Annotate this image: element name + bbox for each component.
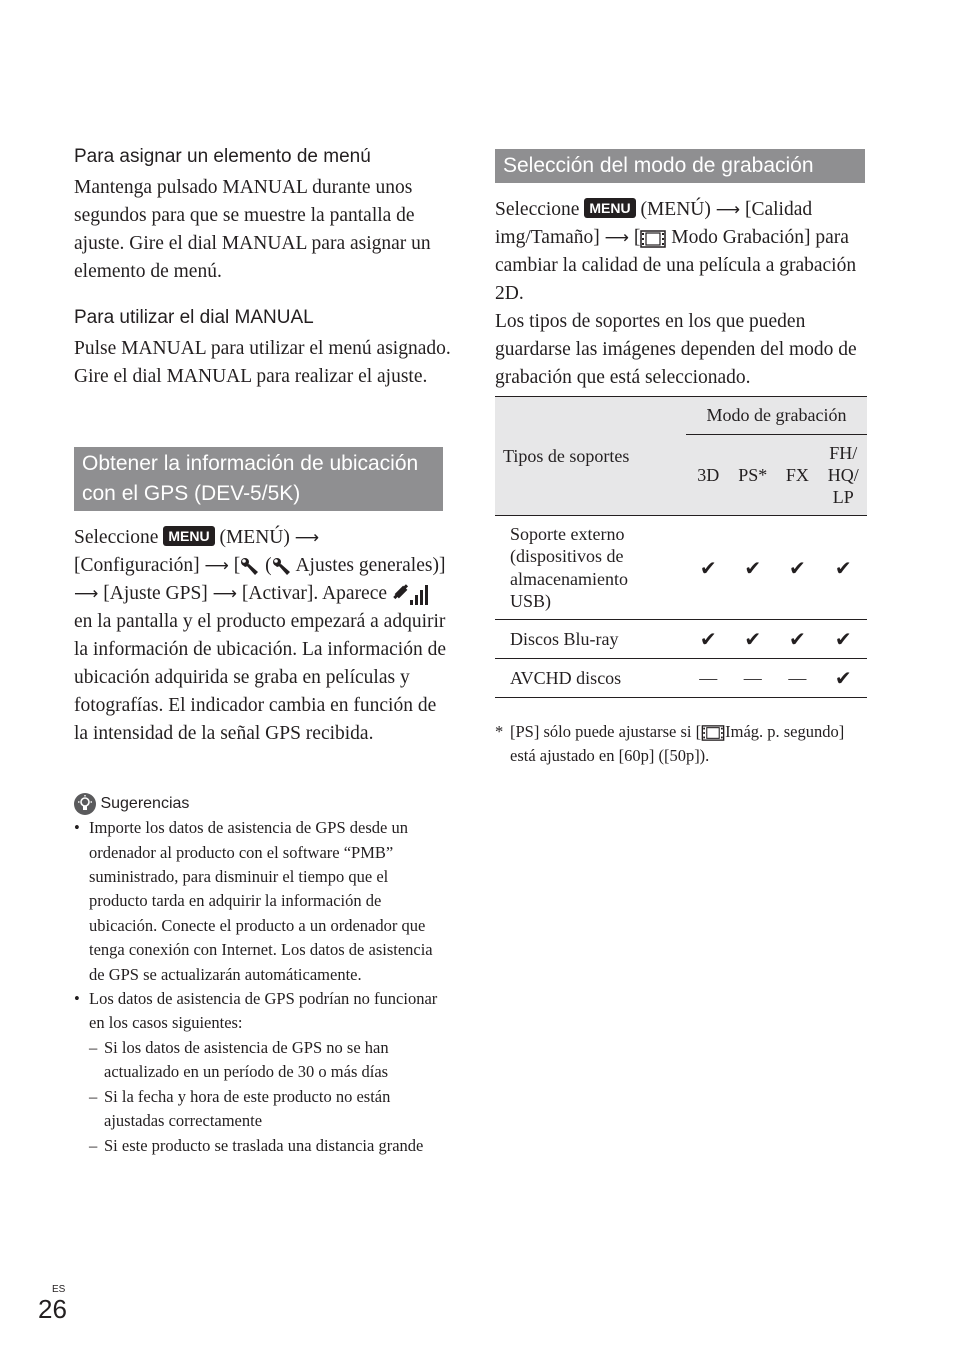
right-arrow-icon: ⟶ (294, 528, 320, 548)
recording-mode-table-wrap (495, 396, 867, 698)
film-frame-icon (640, 230, 666, 248)
rm-text-rest1: para cambiar la calidad de una película a grabación 2D. (495, 227, 857, 304)
tip-item (74, 816, 446, 987)
tips-section (74, 793, 446, 1158)
wrench-icon (272, 557, 292, 577)
gps-signal-icon (392, 584, 428, 606)
mode-header-fh: FH/ HQ/ LP (827, 443, 859, 507)
tips-header (74, 793, 446, 815)
table-media-cell: Discos Blu-ray (510, 628, 619, 649)
rm-text-menu: (MENÚ) (640, 199, 711, 220)
check-icon: ✔ (699, 627, 717, 651)
tips-list (74, 816, 446, 1158)
rm-text-calidad: [Calidad img/Tamaño] (495, 199, 813, 248)
check-icon: ✔ (834, 666, 852, 690)
recording-mode-instructions (495, 196, 867, 392)
rm-text-modo: Modo Grabación] (671, 227, 811, 248)
footnote-body (495, 720, 867, 769)
tip-text: Importe los datos de asistencia de GPS desde un ordenador al producto con el software “PMB” suministrado, para disminuir el tiempo que el producto tarda en adquirir la información de ubicación. Conecte el producto a un ordenador que tenga conexión con Internet. Los datos de asistencia de GPS se actualizarán automáticamente. (89, 818, 433, 984)
film-frame-icon (701, 725, 725, 741)
gps-instructions (74, 524, 446, 748)
recording-mode-table (495, 396, 867, 698)
tip-subitem (89, 1085, 446, 1134)
right-arrow-icon: ⟶ (74, 584, 99, 604)
check-icon: ✔ (744, 627, 762, 651)
tip-text: Los datos de asistencia de GPS podrían no funcionar en los casos siguientes: (89, 989, 438, 1033)
check-icon: ✔ (744, 555, 762, 580)
recording-mode-title: Selección del modo de grabación (495, 149, 865, 183)
bullet-mark: • (74, 818, 80, 838)
footnote-text-a: [PS] sólo puede ajustarse si [ (510, 722, 702, 741)
check-icon: ✔ (788, 555, 806, 580)
menu-badge: MENU (584, 198, 635, 218)
check-icon: ✔ (699, 555, 717, 580)
page-number: 26 (38, 1294, 67, 1324)
section-text-use-dial: Pulse MANUAL para utilizar el menú asignado. Gire el dial MANUAL para realizar el ajuste. (74, 338, 451, 387)
right-arrow-icon: ⟶ (212, 584, 238, 604)
dash-cell: — (699, 667, 718, 688)
right-arrow-icon: ⟶ (604, 228, 630, 248)
tip-subitem (89, 1134, 446, 1158)
gps-text-activar: [Activar]. (241, 583, 319, 604)
gps-text-seleccione: Seleccione (74, 527, 159, 548)
tip-sublist (89, 1036, 446, 1158)
gps-text-config: [Configuración] (74, 555, 200, 576)
section-heading-use-dial: Para utilizar el dial MANUAL (74, 307, 314, 328)
tip-subitem (89, 1036, 446, 1085)
gps-text-ajuste-gps: [Ajuste GPS] (103, 583, 208, 604)
gps-text-paren: ( (265, 555, 272, 576)
tip-subtext: Si la fecha y hora de este producto no están ajustadas correctamente (104, 1086, 391, 1131)
mode-header: FX (785, 464, 809, 485)
dash-mark: – (89, 1135, 98, 1155)
gps-text-menu: (MENÚ) (219, 527, 290, 548)
tip-subtext: Si los datos de asistencia de GPS no se han actualizado en un período de 30 o más días (104, 1037, 389, 1082)
wrench-icon (240, 557, 260, 577)
right-arrow-icon: ⟶ (715, 200, 741, 220)
check-icon: ✔ (834, 555, 852, 580)
table-row (495, 659, 867, 698)
rm-text-bracket: [ (633, 227, 641, 248)
table-header-mode: Modo de grabación (686, 397, 867, 435)
mode-header: PS* (738, 464, 768, 485)
footnote-mark: * (495, 722, 504, 741)
dash-mark: – (89, 1086, 98, 1106)
left-section-use-dial (74, 307, 454, 391)
lightbulb-icon (74, 793, 96, 815)
tip-subtext: Si este producto se traslada una distancia grande (104, 1135, 424, 1155)
tip-item (74, 987, 446, 1158)
left-section-assign (74, 146, 454, 286)
section-heading-assign: Para asignar un elemento de menú (74, 146, 371, 167)
bullet-mark: • (74, 989, 80, 1009)
right-arrow-icon: ⟶ (204, 556, 229, 576)
check-icon: ✔ (834, 627, 852, 651)
table-header-media: Tipos de soportes (503, 445, 630, 466)
mode-header: 3D (697, 464, 720, 485)
footnote-text-b: Imág. p. segundo] está ajustado en [60p] ([50p]). (510, 722, 845, 766)
section-text-assign: Mantenga pulsado MANUAL durante unos segundos para que se muestre la pantalla de ajuste. Gire el dial MANUAL para asignar un elemento de menú. (74, 177, 431, 282)
rm-text-seleccione: Seleccione (495, 199, 580, 220)
menu-badge: MENU (163, 526, 214, 546)
rm-text-rest2: Los tipos de soportes en los que pueden guardarse las imágenes dependen del modo de grabación que está seleccionado. (495, 311, 857, 388)
gps-text-ajustes: Ajustes generales)] (295, 555, 446, 576)
dash-cell: — (743, 667, 762, 688)
check-icon: ✔ (788, 627, 806, 651)
table-header-row (495, 397, 867, 435)
gps-text-rest: en la pantalla y el producto empezará a adquirir la información de ubicación. La información de ubicación adquirida se graba en películas y fotografías. El indicador cambia en función de la intensidad de la señal GPS recibida. (74, 611, 446, 744)
table-media-cell: AVCHD discos (510, 667, 622, 688)
dash-mark: – (89, 1037, 98, 1057)
gps-text-bracket: [ (233, 555, 241, 576)
gps-section-title: Obtener la información de ubicación con el GPS (DEV-5/5K) (74, 447, 443, 511)
gps-text-aparece: Aparece (322, 583, 388, 604)
table-media-cell: Soporte externo (dispositivos de almacenamiento USB) (510, 523, 628, 611)
dash-cell: — (788, 667, 807, 688)
table-row (495, 620, 867, 659)
table-footnote (495, 720, 867, 769)
mode-header (820, 435, 867, 516)
tips-title: Sugerencias (100, 795, 190, 813)
table-row (495, 516, 867, 620)
language-code: ES (52, 1284, 66, 1295)
